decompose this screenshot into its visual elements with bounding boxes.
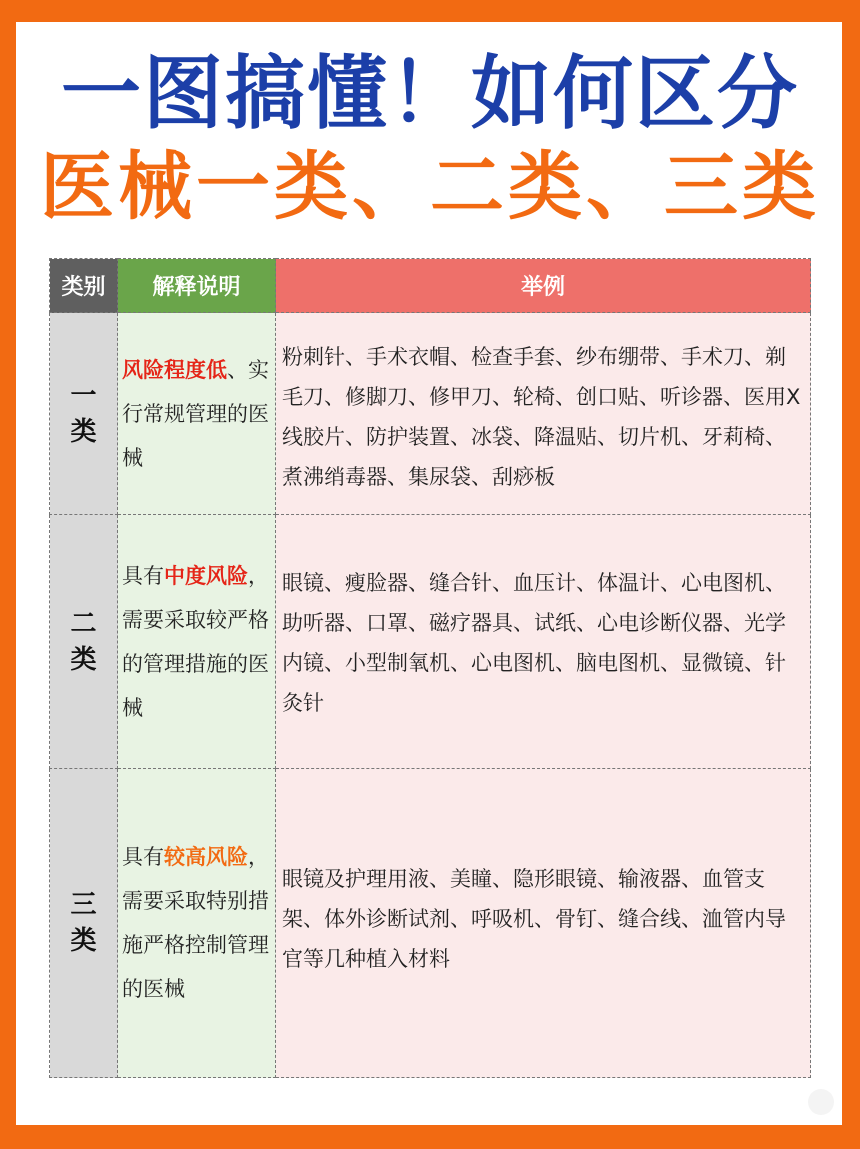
explanation-text: 具有较高风险，需要采取特别措施严格控制管理的医械 <box>122 845 269 1001</box>
header-examples: 举例 <box>276 259 811 313</box>
category-cell <box>50 313 118 515</box>
risk-level-highlight: 较高风险 <box>164 845 248 869</box>
table-row-class-1 <box>50 313 811 515</box>
category-label: 二类 <box>70 608 97 675</box>
examples-cell <box>276 769 811 1078</box>
examples-text: 粉刺针、手术衣帽、检查手套、纱布绷带、手术刀、剃毛刀、修脚刀、修甲刀、轮椅、创口贴、听诊器、医用X线胶片、防护装置、冰袋、降温贴、切片机、牙莉椅、煮沸绡毒器、集尿袋、刮痧板 <box>282 345 801 489</box>
table-row-class-2 <box>50 515 811 769</box>
examples-text: 眼镜、瘦脸器、缝合针、血压计、体温计、心电图机、助听器、口罩、磁疗器具、试纸、心电诊断仪器、光学内镜、小型制氧机、心电图机、脑电图机、显微镜、针灸针 <box>282 571 786 715</box>
header-explanation: 解释说明 <box>118 259 276 313</box>
watermark-icon <box>808 1089 834 1115</box>
header-category: 类别 <box>50 259 118 313</box>
explanation-cell <box>118 313 276 515</box>
examples-cell <box>276 515 811 769</box>
examples-text: 眼镜及护理用液、美瞳、隐形眼镜、输液器、血管支架、体外诊断试剂、呼吸机、骨钉、缝合线、洫管内导官等几种植入材料 <box>282 867 786 971</box>
risk-level-highlight: 风险程度低 <box>122 357 227 382</box>
table-row-class-3 <box>50 769 811 1078</box>
examples-cell <box>276 313 811 515</box>
category-label: 三类 <box>70 890 97 956</box>
explanation-text: 具有中度风险，需要采取较严格的管理措施的医械 <box>122 563 269 720</box>
category-cell <box>50 769 118 1078</box>
explanation-cell <box>118 769 276 1078</box>
page-title: 一图搞懂！如何区分 <box>61 47 799 140</box>
table-header-row <box>50 259 811 313</box>
risk-level-highlight: 中度风险 <box>164 563 248 588</box>
category-cell <box>50 515 118 769</box>
explanation-text: 风险程度低、实行常规管理的医械 <box>122 357 269 470</box>
classification-table <box>49 258 811 1078</box>
page-subtitle: 医械一类、二类、三类 <box>40 144 820 230</box>
explanation-cell <box>118 515 276 769</box>
category-label: 一类 <box>70 380 97 447</box>
